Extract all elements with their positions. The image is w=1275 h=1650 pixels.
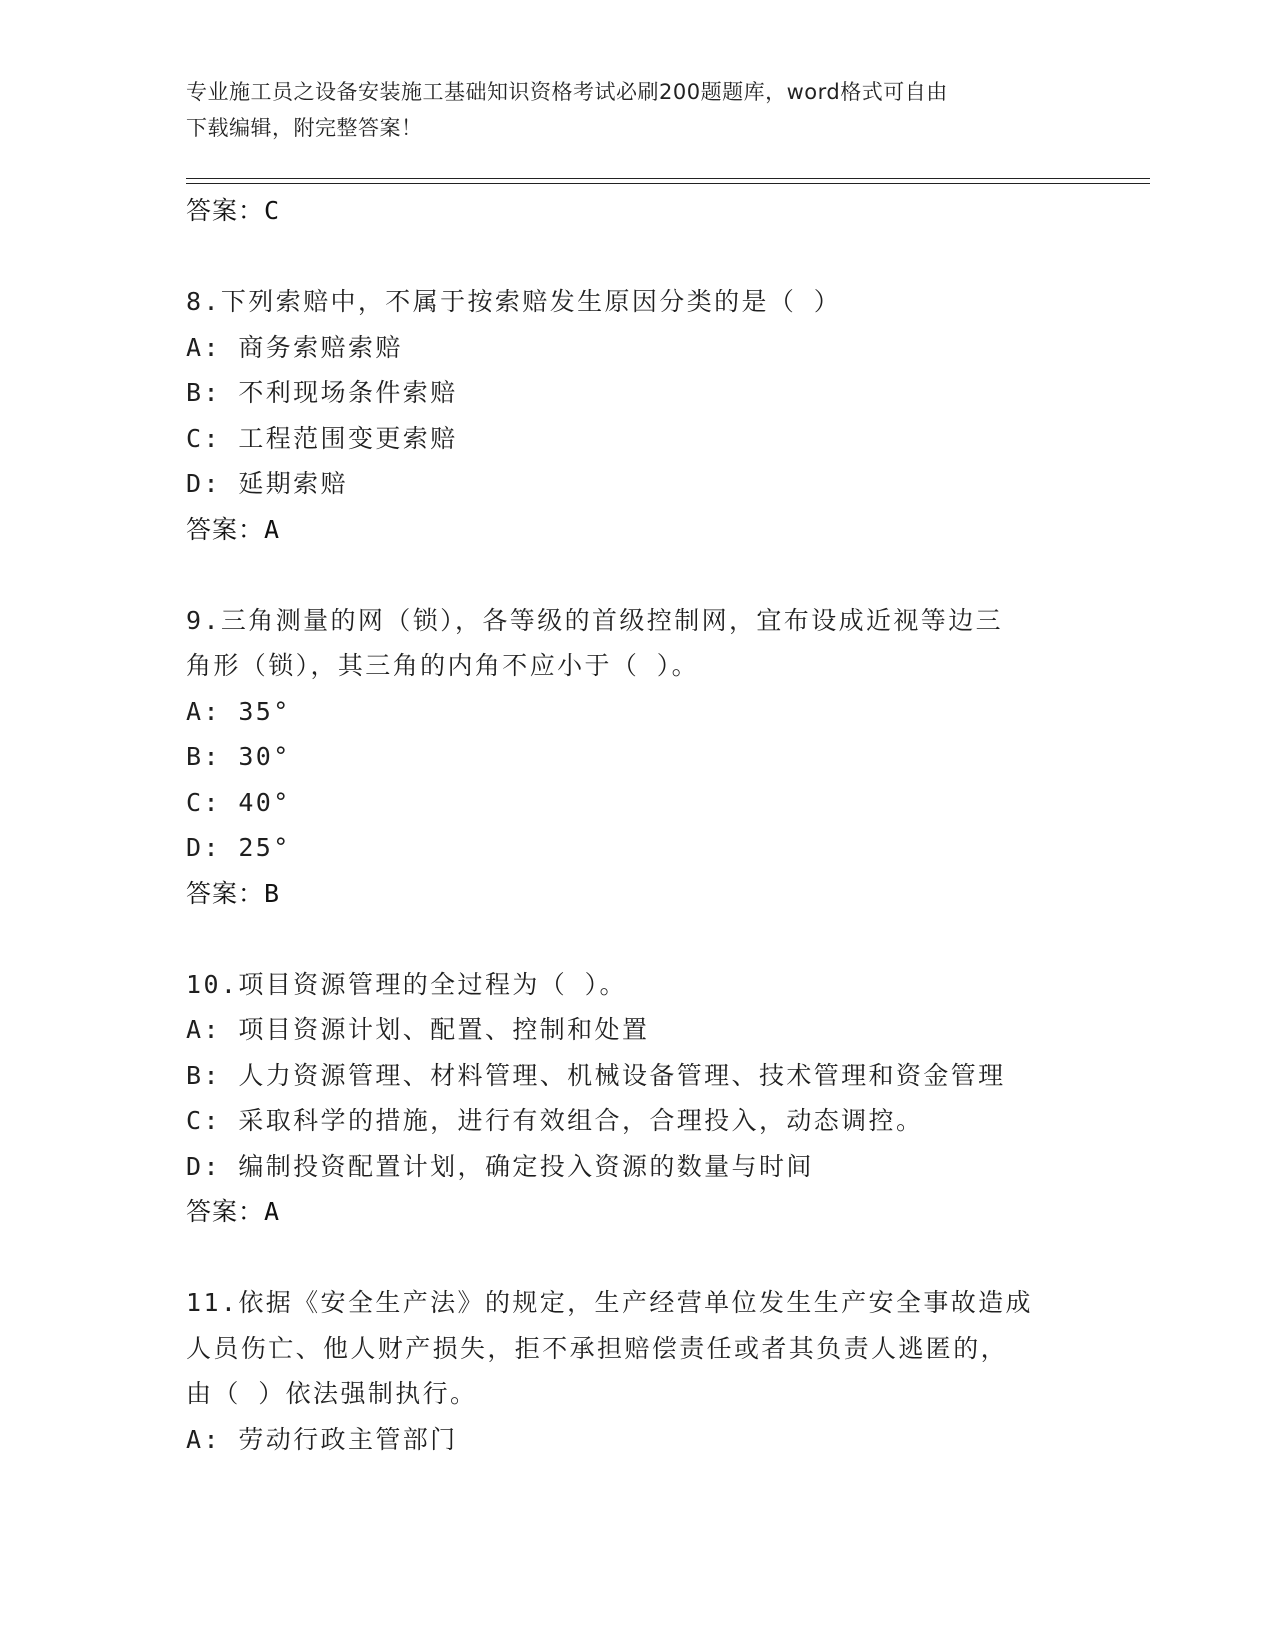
option-b: B: 30° [186,742,291,771]
answer-label: 答案： [186,196,265,225]
option-a: A: 项目资源计划、配置、控制和处置 [186,1015,650,1044]
option-b: B: 人力资源管理、材料管理、机械设备管理、技术管理和资金管理 [186,1060,1006,1090]
answer-value: A [264,1197,281,1226]
header-divider-bottom [186,183,1150,184]
document-header [186,74,1066,146]
answer-label: 答案： [186,878,265,908]
header-line-2: 下载编辑，附完整答案！ [186,116,423,140]
spacer [186,1235,1086,1281]
question-text: 10.项目资源管理的全过程为（ ）。 [186,969,627,999]
header-line-1: 专业施工员之设备安装施工基础知识资格考试必刷200题题库，word格式可自由 [186,80,948,104]
option-b: B: 不利现场条件索赔 [186,378,458,407]
option-d: D: 25° [186,833,291,862]
answer-line [186,871,1086,917]
question-text: 8.下列索赔中，不属于按索赔发生原因分类的是（ ） [186,287,842,316]
option-d: D: 延期索赔 [186,469,348,498]
question-text: 人员伤亡、他人财产损失，拒不承担赔偿责任或者其负责人逃匿的， [186,1333,1009,1363]
option-a: A: 劳动行政主管部门 [186,1424,458,1454]
option-c: C: 工程范围变更索赔 [186,423,458,453]
question-block [186,962,1086,1235]
document-body [186,188,1086,1462]
question-block [186,279,1086,552]
question-block [186,598,1086,917]
question-text: 由（ ）依法强制执行。 [186,1379,478,1408]
answer-value: B [264,878,281,908]
answer-label: 答案： [186,514,265,544]
answer-line [186,507,1086,553]
option-d: D: 编制投资配置计划，确定投入资源的数量与时间 [186,1151,814,1181]
option-c: C: 40° [186,787,291,817]
answer-label: 答案： [186,1197,265,1226]
answer-line [186,1189,1086,1235]
answer-value: C [264,196,281,225]
question-block [186,1280,1086,1462]
question-text: 11.依据《安全生产法》的规定，生产经营单位发生生产安全事故造成 [186,1288,1033,1317]
answer-value: A [264,514,281,544]
spacer [186,552,1086,598]
question-text: 9.三角测量的网（锁），各等级的首级控制网，宜布设成近视等边三 [186,605,1004,635]
spacer [186,916,1086,962]
answer-line [186,188,1086,234]
option-c: C: 采取科学的措施，进行有效组合，合理投入，动态调控。 [186,1106,924,1135]
option-a: A: 商务索赔索赔 [186,332,403,362]
spacer [186,234,1086,280]
header-divider-top [186,178,1150,179]
option-a: A: 35° [186,696,291,726]
question-text: 角形（锁），其三角的内角不应小于（ ）。 [186,651,700,680]
